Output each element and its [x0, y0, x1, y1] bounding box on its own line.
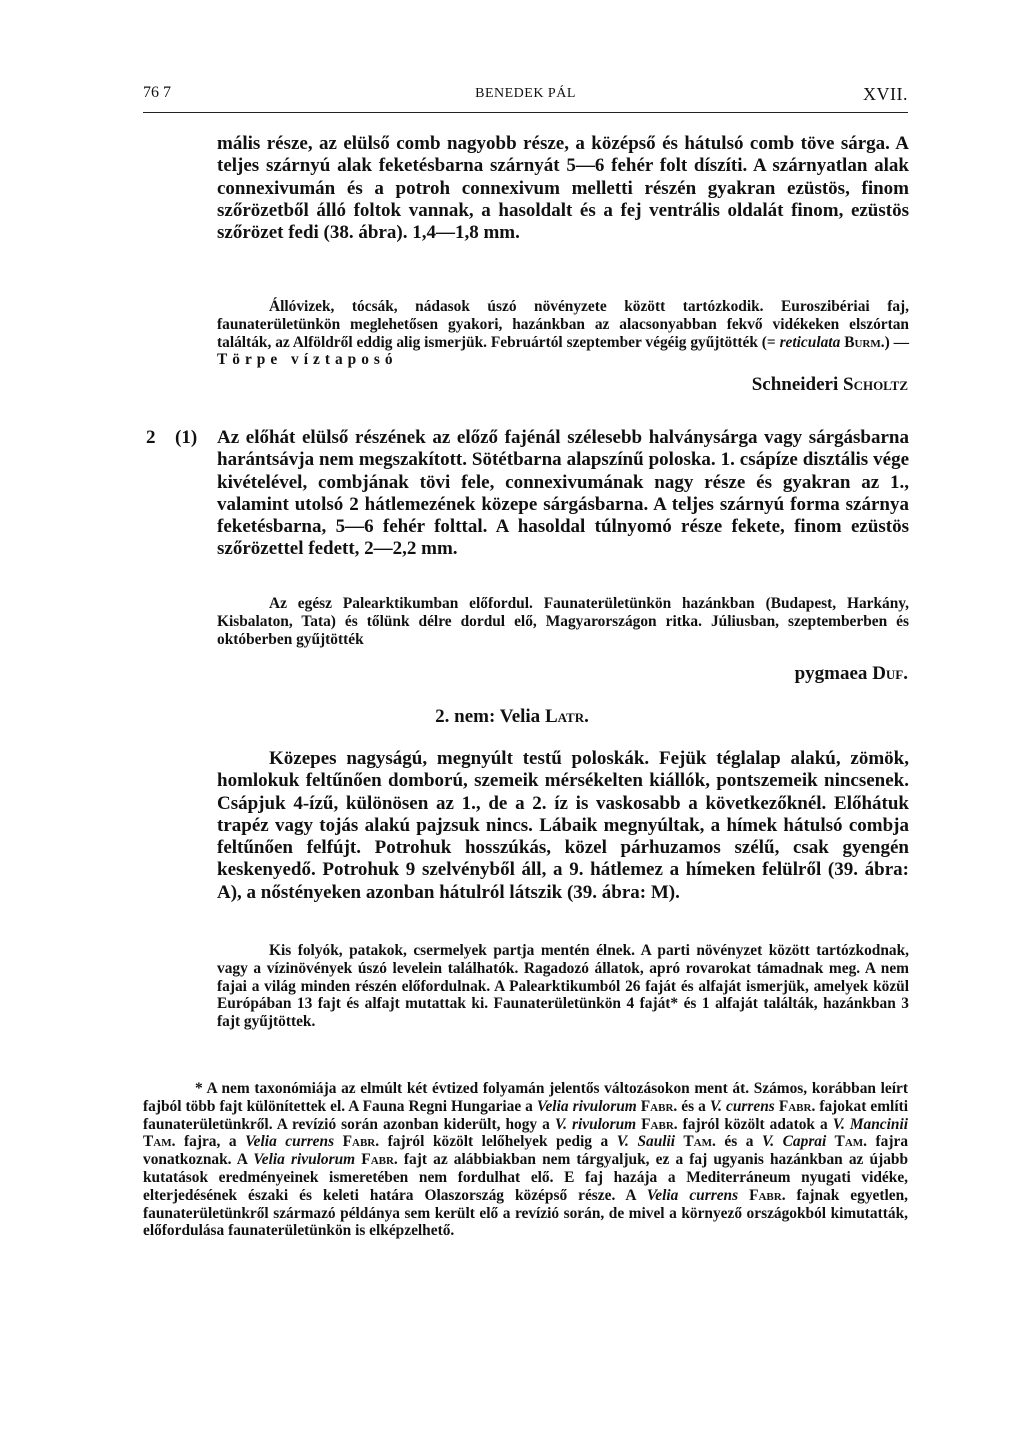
genus-heading	[0, 706, 1024, 728]
key-step-reference: (1)	[175, 427, 198, 448]
taxon-name: V. Caprai	[761, 1133, 827, 1151]
key-step-text: Az előhát elülső részének az előző fajénál szélesebb halványsárga vagy sárgásbarna harántsávja nem megszakított. Sötétbarna alapszínű poloska. 1. csápíze disztális vége kivételével, combjának tövi fele, connexivumának nagy része és gyakran az 1., valamint utolsó 2 hátlemezének közepe sárgásbarna. A teljes szárnyú forma szárnya feketésbarna, 5—6 fehér folttal. A hasoldal túlnyomó része fekete, finom ezüstös szőrözettel fedett, 2—2,2 mm.	[217, 427, 909, 560]
footnote-text: fajra vonatkoznak. A	[143, 1133, 909, 1169]
habitat-text: Állóvizek, tócsák, nádasok úszó növényzete között tartózkodik. Euroszibériai faj, faunaterületünkön meglehetősen gyakori, hazánkban az alacsonyabban fekvő vidékeken elszórtan találták, az Alföldről eddig alig ismerjük. Februártól szeptember végéig gyűjtötték (=	[217, 298, 909, 351]
common-name: Törpe víztaposó	[217, 351, 398, 369]
species-author: Duf.	[872, 663, 908, 684]
taxon-name: Velia currens	[245, 1133, 335, 1151]
description-continued: mális része, az elülső comb nagyobb része, a középső és hátulsó comb töve sárga. A teljes szárnyú alak feketésbarna szárnyát 5—6 fehér folt díszíti. A szárnyatlan alak connexivumán és a potroh connexivum melletti részén gyakran ezüstös, finom szőrözetből álló foltok vannak, a hasoldalt és a fej ventrális oldalát finom, ezüstös szőrözet fedi (38. ábra). 1,4—1,8 mm.	[217, 133, 909, 244]
taxon-author: Fabr.	[636, 1097, 678, 1115]
taxon-author: Fabr.	[636, 1115, 678, 1133]
habitat-text-end: .) —	[880, 333, 909, 351]
genus-author: Latr.	[544, 706, 589, 727]
taxon-author: Tam.	[675, 1133, 716, 1151]
species-name-pygmaea	[795, 663, 908, 685]
genus-label: 2. nem:	[435, 706, 496, 727]
taxon-author: Fabr.	[774, 1097, 816, 1115]
footnote-text: fajról közölt adatok a	[677, 1115, 833, 1133]
species-author: Scholtz	[843, 374, 908, 395]
distribution-paragraph: Az egész Palearktikumban előfordul. Faunaterületünkön hazánkban (Budapest, Harkány, Kisbalaton, Tata) és tőlünk délre dordul elő, Magyarországon ritka. Júliusban, szeptemberben és októberben gyűjtötték	[217, 595, 909, 648]
footnote-text: * A nem taxonómiája az elmúlt két évtized folyamán jelentős változásokon ment át. Számos, korábban leírt fajból több fajt különítettek el. A Fauna Regni Hungariae a	[143, 1080, 908, 1115]
footnote	[143, 1080, 908, 1240]
footnote-text: és a	[715, 1133, 762, 1151]
taxon-name: V. Mancinii	[832, 1115, 908, 1133]
footnote-text: fajt az alábbiakban nem tárgyaljuk, ez a faj ugyanis hazánkban az újabb kutatások eredményeinek ismeretében nem fordulhat elő. E faj hazája a Mediterráneum nyugati vidéke, elterjedésének északi és keleti határa Olaszország középső része. A	[143, 1151, 909, 1204]
footnote-text: és a	[677, 1097, 710, 1115]
taxon-author: Fabr.	[355, 1151, 398, 1169]
running-header	[143, 84, 908, 110]
habitat-paragraph	[217, 298, 909, 369]
taxon-name: Velia currens	[646, 1186, 739, 1204]
genus-name: Velia	[499, 706, 541, 727]
species-epithet: pygmaea	[794, 663, 868, 684]
taxon-name: V. currens	[709, 1097, 775, 1115]
volume-number: XVII.	[863, 84, 908, 104]
running-title: BENEDEK PÁL	[475, 86, 576, 101]
taxon-name: Velia rivulorum	[253, 1151, 356, 1169]
footnote-text: fajokat említi faunaterületünkről. A revízió során azonban kiderült, hogy a	[143, 1097, 909, 1133]
footnote-text: fajnak egyetlen, faunaterületünkről származó példánya sem került elő a revízió során, de mivel a környező országokból kimutatták, előfordulása faunaterületünkön is elképzelhető.	[143, 1186, 909, 1240]
taxon-author: Tam.	[143, 1133, 176, 1151]
page-number: 76 7	[143, 84, 171, 101]
genus-description: Közepes nagyságú, megnyúlt testű poloskák. Fejük téglalap alakú, zömök, homlokuk feltűnően domború, szemeik mérsékelten kiállók, pontszemeik nincsenek. Csápjuk 4-ízű, különösen az 1., de a 2. íz is vaskosabb a következőknél. Előhátuk trapéz vagy tojás alakú pajzsuk nincs. Lábaik megnyúltak, a hímek hátulsó combja feltűnően felfújt. Potrohuk hosszúkás, közel párhuzamos szélű, csak gyengén keskenyedő. Potrohuk 9 szelvényből áll, a 9. hátlemez a hímeken felülről (39. ábra: A), a nőstényeken azonban hátulról látszik (39. ábra: M).	[217, 748, 909, 903]
taxon-name: Velia rivulorum	[536, 1097, 637, 1115]
synonym-name: reticulata	[779, 333, 841, 351]
synonym-author: Burm	[844, 333, 881, 351]
taxon-name: V. rivulorum	[554, 1115, 637, 1133]
footnote-text: fajra, a	[175, 1133, 246, 1151]
key-step-number: 2	[146, 427, 156, 448]
header-rule	[143, 112, 908, 113]
species-epithet: Schneideri	[751, 374, 839, 395]
taxon-author: Fabr.	[738, 1186, 786, 1204]
genus-ecology: Kis folyók, patakok, csermelyek partja mentén élnek. A parti növényzet között tartózkodnak, vagy a vízinövények úszó levelein találhatók. Ragadozó állatok, apró rovarokat támadnak meg. A nem fajai a világ minden részén előfordulnak. A Palearktikumból 26 faját és alfaját ismerjük, amelyek közül Európában 13 fajt és alfajt mutattak ki. Faunaterületünkön 4 faját* és 1 alfaját találták, hazánkban 3 fajt gyűjtöttek.	[217, 942, 909, 1031]
taxon-name: V. Saulii	[616, 1133, 676, 1151]
taxon-author: Tam.	[826, 1133, 867, 1151]
taxon-author: Fabr.	[334, 1133, 380, 1151]
species-name-schneideri	[752, 374, 908, 396]
footnote-text: fajról közölt lelőhelyek pedig a	[379, 1133, 617, 1151]
